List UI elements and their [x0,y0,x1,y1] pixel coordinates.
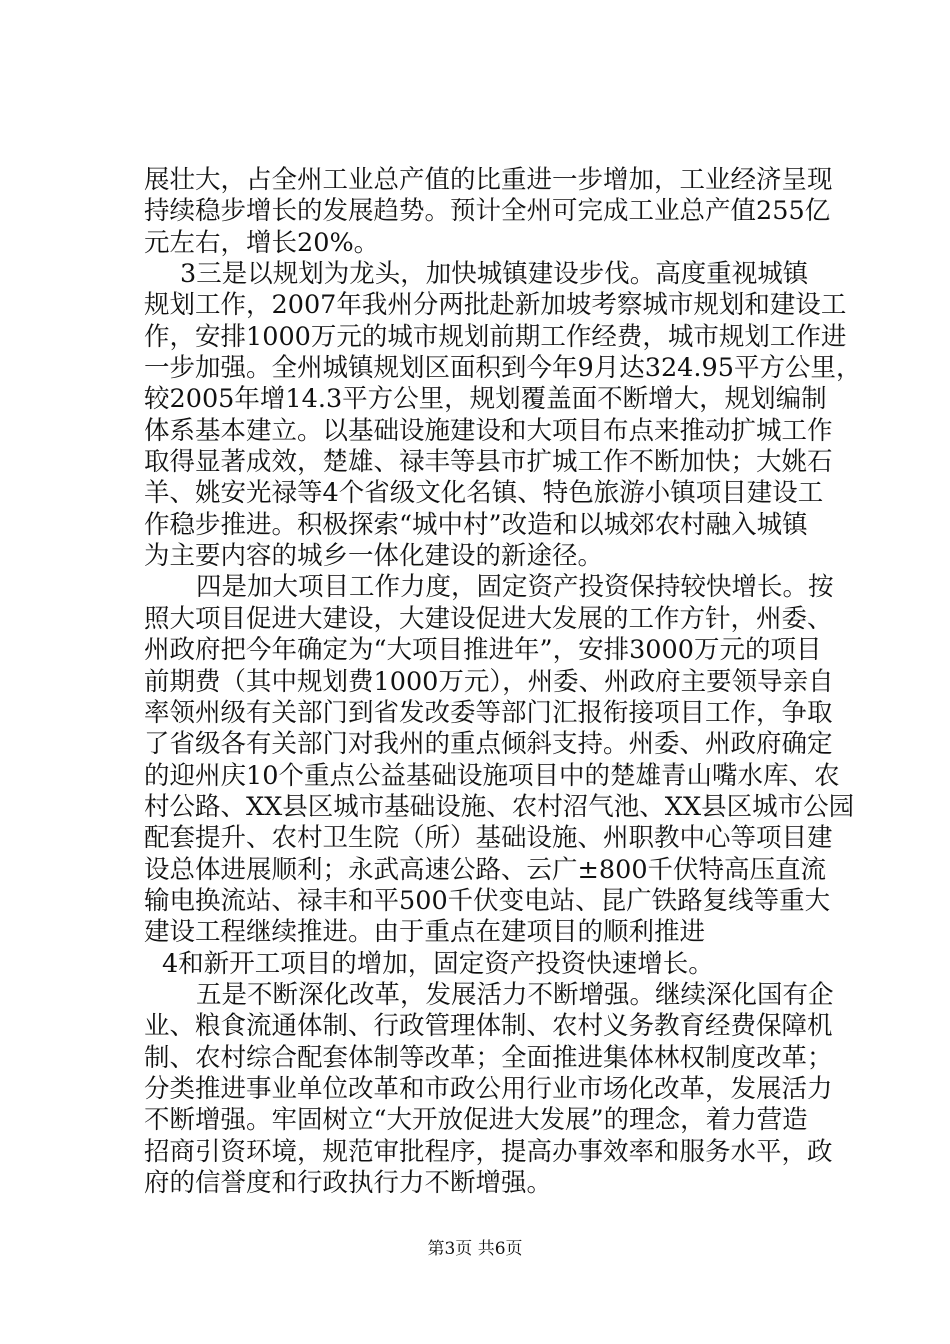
text-line: 前期费（其中规划费1000万元），州委、州政府主要领导亲自 [144,667,834,697]
text-line: 为主要内容的城乡一体化建设的新途径。 [144,541,604,571]
text-line: 4和新开工项目的增加，固定资产投资快速增长。 [162,949,714,979]
text-line: 村公路、XX县区城市基础设施、农村沼气池、XX县区城市公园 [144,792,855,822]
text-line: 州政府把今年确定为“大项目推进年”，安排3000万元的项目 [144,635,822,665]
text-line: 一步加强。全州城镇规划区面积到今年9月达324.95平方公里， [144,353,862,383]
text-line: 持续稳步增长的发展趋势。预计全州可完成工业总产值255亿 [144,196,831,226]
text-line: 3三是以规划为龙头，加快城镇建设步伐。高度重视城镇 [180,259,809,289]
text-line: 展壮大，占全州工业总产值的比重进一步增加，工业经济呈现 [144,165,833,195]
text-line: 作，安排1000万元的城市规划前期工作经费，城市规划工作进 [144,322,847,352]
text-line: 照大项目促进大建设，大建设促进大发展的工作方针，州委、 [144,604,833,634]
text-line: 制、农村综合配套体制等改革；全面推进集体林权制度改革； [144,1043,833,1073]
text-line: 了省级各有关部门对我州的重点倾斜支持。州委、州政府确定 [144,729,833,759]
text-line: 规划工作，2007年我州分两批赴新加坡考察城市规划和建设工 [144,290,847,320]
text-line: 五是不断深化改革，发展活力不断增强。继续深化国有企 [196,980,834,1010]
text-line: 四是加大项目工作力度，固定资产投资保持较快增长。按 [196,572,834,602]
text-line: 不断增强。牢固树立“大开放促进大发展”的理念，着力营造 [144,1105,808,1135]
text-line: 府的信誉度和行政执行力不断增强。 [144,1168,553,1198]
text-line: 设总体进展顺利；永武高速公路、云广±800千伏特高压直流 [144,855,827,885]
text-line: 招商引资环境，规范审批程序，提高办事效率和服务水平，政 [144,1137,833,1167]
text-line: 取得显著成效，楚雄、禄丰等县市扩城工作不断加快；大姚石 [144,447,833,477]
text-line: 的迎州庆10个重点公益基础设施项目中的楚雄青山嘴水库、农 [144,761,840,791]
text-line: 业、粮食流通体制、行政管理体制、农村义务教育经费保障机 [144,1011,833,1041]
text-line: 配套提升、农村卫生院（所）基础设施、州职教中心等项目建 [144,823,833,853]
text-line: 体系基本建立。以基础设施建设和大项目布点来推动扩城工作 [144,416,833,446]
text-line: 输电换流站、禄丰和平500千伏变电站、昆广铁路复线等重大 [144,886,831,916]
text-line: 建设工程继续推进。由于重点在建项目的顺利推进 [144,917,706,947]
text-line: 率领州级有关部门到省发改委等部门汇报衔接项目工作，争取 [144,698,833,728]
text-line: 元左右，增长20%。 [144,228,380,258]
text-line: 羊、姚安光禄等4个省级文化名镇、特色旅游小镇项目建设工 [144,478,824,508]
page-footer: 第3页 共6页 [427,1239,523,1259]
text-line: 较2005年增14.3平方公里，规划覆盖面不断增大，规划编制 [144,384,827,414]
text-line: 分类推进事业单位改革和市政公用行业市场化改革，发展活力 [144,1074,833,1104]
text-line: 作稳步推进。积极探索“城中村”改造和以城郊农村融入城镇 [144,510,808,540]
